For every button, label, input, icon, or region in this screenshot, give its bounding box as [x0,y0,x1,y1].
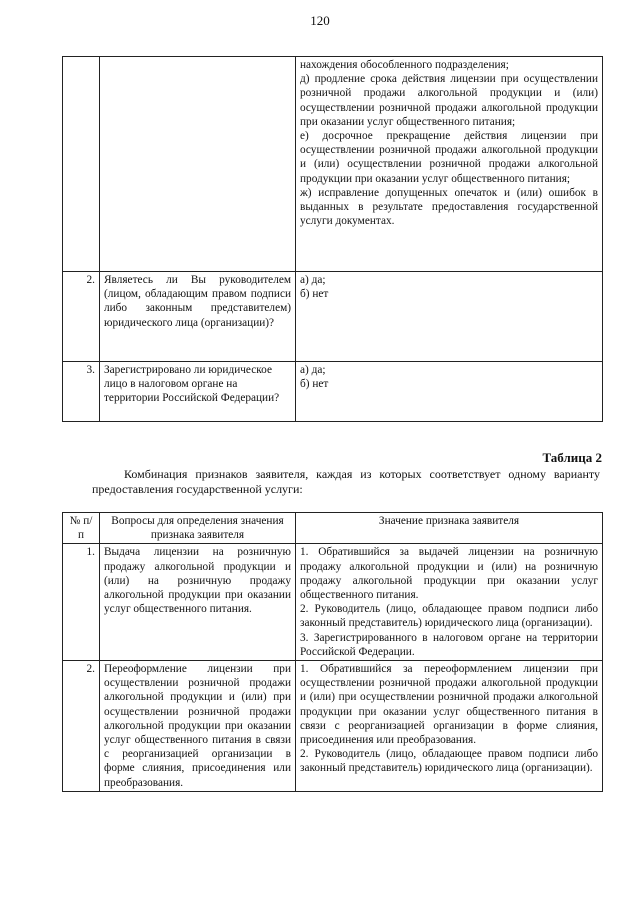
value-2: 2. Руководитель (лицо, обладающее правом подписи либо законный представитель) юридического лица (организации). [300,603,598,630]
answer-yes: а) да; [300,274,326,286]
table-1-row-2-answers [296,272,603,362]
table-2-label: Таблица 2 [542,450,602,465]
value-3: 3. Зарегистрированного в налоговом органе на территории Российской Федерации. [300,631,598,658]
header-value: Значение признака заявителя [296,513,603,544]
table-1-row-1-question [100,57,296,272]
table-2-row-1 [63,544,603,661]
answer-no: б) нет [300,378,329,391]
answer-continuation: нахождения обособленного подразделения; [300,59,509,71]
table-1-row-3-answers [296,362,603,422]
table-2-intro: Комбинация признаков заявителя, каждая из которых соответствует одному варианту предоставления государственной услуги: [92,467,600,496]
table-1 [62,56,603,422]
table-1-row-1-answers [296,57,603,272]
table-2-row-2-values [296,661,603,792]
table-1-row-2-question: Являетесь ли Вы руководителем (лицом, обладающим правом подписи либо законным представителем) юридического лица (организации)? [100,272,296,362]
table-1-row-1-num [63,57,100,272]
header-question: Вопросы для определения значения признака заявителя [100,513,296,544]
table-1-row-1 [63,57,603,272]
table-2-header [63,513,603,544]
table-1-row-2 [63,272,603,362]
table-1-row-3-num: 3. [63,362,100,422]
table-2-row-2-question: Переоформление лицензии при осуществлении розничной продажи алкогольной продукции и (или) при осуществлении розничной продажи алкогольной продукции при оказании услуг общественного питания в связи с реорганизацией организации в форме слияния, присоединения или преобразования. [100,661,296,792]
table-2-row-2-num: 2. [63,661,100,792]
header-num: № п/п [63,513,100,544]
value-2: 2. Руководитель (лицо, обладающее правом подписи либо законный представитель) юридического лица (организации). [300,748,598,775]
page-number: 120 [310,13,330,28]
answer-d: д) продление срока действия лицензии при осуществлении розничной продажи алкогольной продукции и (или) осуществлении розничной продажи алкогольной продукции при оказании услуг общественного питания; [300,73,598,128]
table-1-row-2-num: 2. [63,272,100,362]
answer-no: б) нет [300,288,329,301]
table-2 [62,512,603,792]
table-2-row-1-question: Выдача лицензии на розничную продажу алкогольной продукции и (или) на розничную продажу алкогольной продукции при оказании услуг общественного питания. [100,544,296,661]
table-1-row-3 [63,362,603,422]
answer-yes: а) да; [300,364,326,376]
table-2-row-1-values [296,544,603,661]
table-2-row-1-num: 1. [63,544,100,661]
answer-zh: ж) исправление допущенных опечаток и (или) ошибок в выданных в результате предоставления государственной услуги документах. [300,186,598,228]
value-1: 1. Обратившийся за переоформлением лицензии при осуществлении розничной продажи алкогольной продукции и (или) при осуществлении розничной продажи алкогольной продукции при оказании услуг общественного питания в связи с реорганизацией организации в форме слияния, присоединения или преобразования. [300,663,598,747]
table-2-row-2 [63,661,603,792]
answer-e: е) досрочное прекращение действия лицензии при осуществлении розничной продажи алкогольной продукции и (или) осуществлении розничной продажи алкогольной продукции при оказании услуг общественного питания; [300,130,598,185]
table-1-row-3-question: Зарегистрировано ли юридическое лицо в налоговом органе на территории Российской Федерации? [100,362,296,422]
value-1: 1. Обратившийся за выдачей лицензии на розничную продажу алкогольной продукции и (или) на розничную продажу алкогольной продукции при оказании услуг общественного питания. [300,546,598,602]
